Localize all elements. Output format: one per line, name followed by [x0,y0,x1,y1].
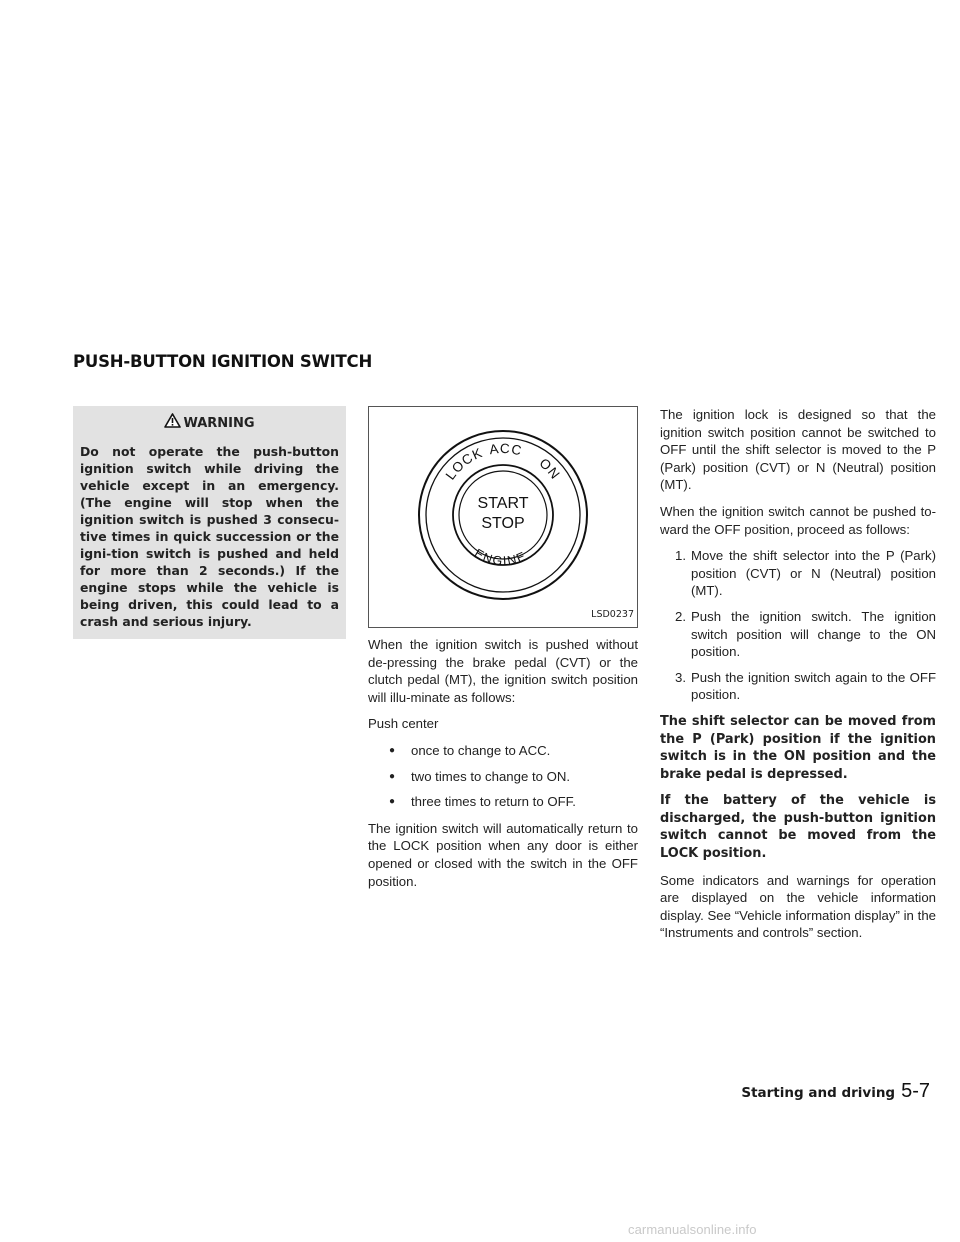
bullet-dot-icon: ● [389,770,396,782]
figure-label: LSD0237 [591,609,634,621]
section-title: PUSH-BUTTON IGNITION SWITCH [73,352,373,371]
page-number: 5-7 [901,1080,930,1102]
list-item-text: once to change to ACC. [411,742,551,758]
push-center-list [368,742,638,811]
auto-return-paragraph: The ignition switch will automatically return to the LOCK position when any door is either opened or closed with the switch in the OFF position. [368,820,638,889]
shift-selector-note: The shift selector can be moved from the P (Park) position if the ignition switch is in the ON position and the brake pedal is depressed. [660,713,936,782]
warning-triangle-icon [164,413,181,434]
svg-text:ACC [488,441,523,459]
list-item [660,669,936,704]
cannot-push-paragraph: When the ignition switch cannot be pushed to-ward the OFF position, proceed as follows: [660,503,936,537]
button-label-stop: STOP [481,515,525,532]
button-label-start: START [477,495,529,512]
indicators-paragraph: Some indicators and warnings for operation are displayed on the vehicle information display. See “Vehicle information display” in the “Instruments and controls” section. [660,872,936,941]
column-left [73,406,346,639]
step-number: 3. [675,669,686,685]
ring-label-acc: ACC [488,440,524,459]
warning-text: Do not operate the push-button ignition switch while driving the vehicle except in an emergency. (The engine will stop when the ignition switch is pushed 3 consecu-tive times in quick succession or the igni-tion switch is pushed and held for more than 2 seconds.) If the engine stops while the vehicle is being driven, this could lead to a crash and serious injury. [80,443,339,629]
watermark: carmanualsonline.info [628,1222,757,1237]
ring-label-lock: LOCK [442,444,486,483]
list-item-text: two times to change to ON. [411,768,571,784]
intro-paragraph: When the ignition switch is pushed without de-pressing the brake pedal (CVT) or the clutch pedal (MT), the ignition switch position will illu-minate as follows: [368,637,638,705]
warning-title: WARNING [183,415,255,431]
step-number: 2. [675,608,686,624]
list-item [660,608,936,661]
page-footer [741,1080,930,1103]
column-middle [368,406,638,899]
push-center-label: Push center [368,716,439,732]
bullet-dot-icon: ● [389,744,396,756]
list-item-text: three times to return to OFF. [411,794,576,810]
column-right [660,406,936,951]
step-text: Push the ignition switch. The ignition switch position will change to the ON position. [691,608,936,660]
ignition-switch-figure [368,406,638,628]
steps-list [660,547,936,704]
svg-text:ON [536,455,563,482]
ignition-switch-illustration [369,407,637,627]
list-item [389,793,638,811]
step-text: Move the shift selector into the P (Park) position (CVT) or N (Neutral) position (MT). [691,548,936,599]
warning-header [80,413,339,434]
list-item [389,768,638,786]
warning-box [73,406,346,639]
bullet-dot-icon: ● [389,796,396,808]
step-text: Push the ignition switch again to the OFF position. [691,669,936,703]
battery-note: If the battery of the vehicle is discharged, the push-button ignition switch cannot be moved from the LOCK position. [660,793,936,862]
ignition-lock-paragraph: The ignition lock is designed so that the ignition switch position cannot be switched to OFF until the shift selector is moved to the P (Park) position (CVT) or N (Neutral) position (MT). [660,407,936,493]
list-item [660,547,936,600]
ring-label-on: ON [536,455,564,483]
footer-section-name: Starting and driving [741,1085,896,1101]
svg-text:ENGINE [472,546,529,568]
step-number: 1. [675,548,686,564]
list-item [389,742,638,760]
ring-label-engine: ENGINE [472,546,529,569]
